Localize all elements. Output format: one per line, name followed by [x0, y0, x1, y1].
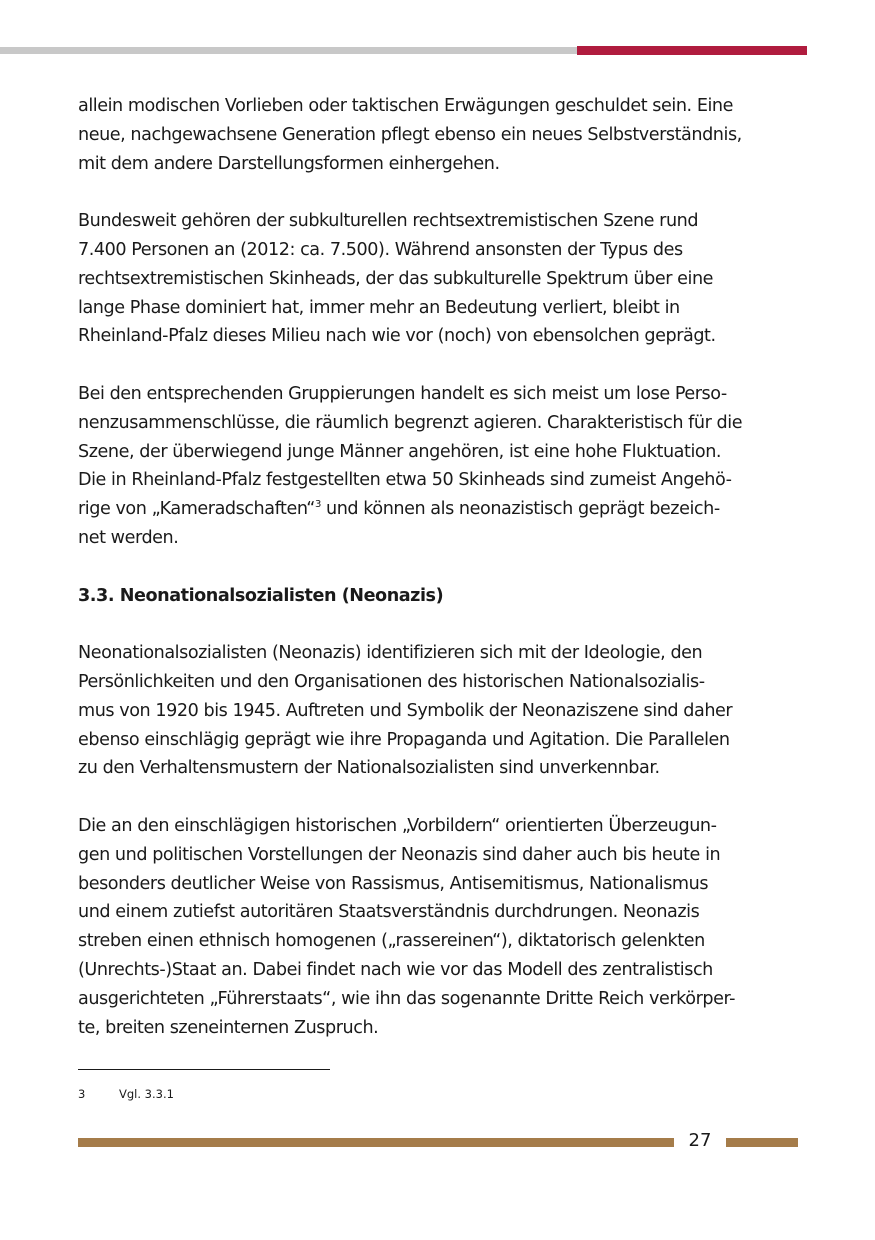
text-line: nenzusammenschlüsse, die räumlich begrenzt agieren. Charakteristisch für die [78, 412, 743, 433]
text-line: net werden. [78, 527, 179, 548]
text-line: (Unrechts-)Staat an. Dabei findet nach wie vor das Modell des zentralistisch [78, 959, 713, 980]
text-line: Neonationalsozialisten (Neonazis) identifizieren sich mit der Ideologie, den [78, 643, 703, 664]
text-fragment: rige von „Kameradschaften“ [78, 499, 315, 520]
text-line: lange Phase dominiert hat, immer mehr an Bedeutung verliert, bleibt in [78, 297, 680, 318]
text-line: Persönlichkeiten und den Organisationen des historischen Nationalsozialis- [78, 671, 705, 692]
text-line: allein modischen Vorlieben oder taktischen Erwägungen geschuldet sein. Eine [78, 96, 734, 116]
section-heading: 3.3. Neonationalsozialisten (Neonazis) [78, 585, 444, 606]
text-line [78, 495, 800, 524]
footer-bar-right [726, 1138, 798, 1147]
text-line: te, breiten szeneinternen Zuspruch. [78, 1017, 379, 1038]
text-line: Bundesweit gehören der subkulturellen rechtsextremistischen Szene rund [78, 211, 699, 232]
header-bar-accent [577, 46, 807, 55]
page-body [78, 92, 800, 1071]
header-bar-grey [0, 47, 577, 54]
text-line: rechtsextremistischen Skinheads, der das subkulturelle Spektrum über eine [78, 268, 714, 289]
paragraph-5 [78, 812, 800, 1042]
text-line: Szene, der überwiegend junge Männer angehören, ist eine hohe Fluktuation. [78, 441, 722, 462]
text-line: besonders deutlicher Weise von Rassismus, Antisemitismus, Nationalismus [78, 873, 709, 894]
text-line: ebenso einschlägig geprägt wie ihre Propaganda und Agitation. Die Parallelen [78, 729, 730, 750]
text-line: Die an den einschlägigen historischen „Vorbildern“ orientierten Überzeugun- [78, 815, 717, 836]
footer-bar-left [78, 1138, 674, 1147]
text-line: mit dem andere Darstellungsformen einhergehen. [78, 153, 500, 174]
text-line: und einem zutiefst autoritären Staatsverständnis durchdrungen. Neonazis [78, 902, 700, 923]
footnote-reference[interactable]: 3 [314, 499, 321, 511]
paragraph-3 [78, 380, 800, 553]
text-line: neue, nachgewachsene Generation pflegt ebenso ein neues Selbstverständnis, [78, 124, 742, 145]
footnote [78, 1086, 174, 1102]
paragraph-2 [78, 207, 800, 351]
text-line: Rheinland-Pfalz dieses Milieu nach wie vor (noch) von ebensolchen geprägt. [78, 326, 716, 347]
text-line: 7.400 Personen an (2012: ca. 7.500). Während ansonsten der Typus des [78, 239, 683, 260]
text-fragment: und können als neonazistisch geprägt bezeich- [320, 499, 720, 520]
footnote-text: Vgl. 3.3.1 [119, 1087, 174, 1101]
text-line: ausgerichteten „Führerstaats“, wie ihn das sogenannte Dritte Reich verkörper- [78, 988, 735, 1009]
page-number: 27 [688, 1130, 712, 1151]
text-line: gen und politischen Vorstellungen der Neonazis sind daher auch bis heute in [78, 844, 721, 865]
text-line: Bei den entsprechenden Gruppierungen handelt es sich meist um lose Perso- [78, 383, 727, 404]
text-line: mus von 1920 bis 1945. Auftreten und Symbolik der Neonaziszene sind daher [78, 700, 733, 721]
footnote-divider [78, 1069, 330, 1070]
text-line: zu den Verhaltensmustern der Nationalsozialisten sind unverkennbar. [78, 758, 660, 779]
text-line: Die in Rheinland-Pfalz festgestellten etwa 50 Skinheads sind zumeist Angehö- [78, 470, 732, 491]
paragraph-4 [78, 639, 800, 783]
footnote-number: 3 [78, 1087, 86, 1101]
paragraph-1 [78, 92, 800, 178]
text-line: streben einen ethnisch homogenen („rassereinen“), diktatorisch gelenkten [78, 931, 705, 952]
